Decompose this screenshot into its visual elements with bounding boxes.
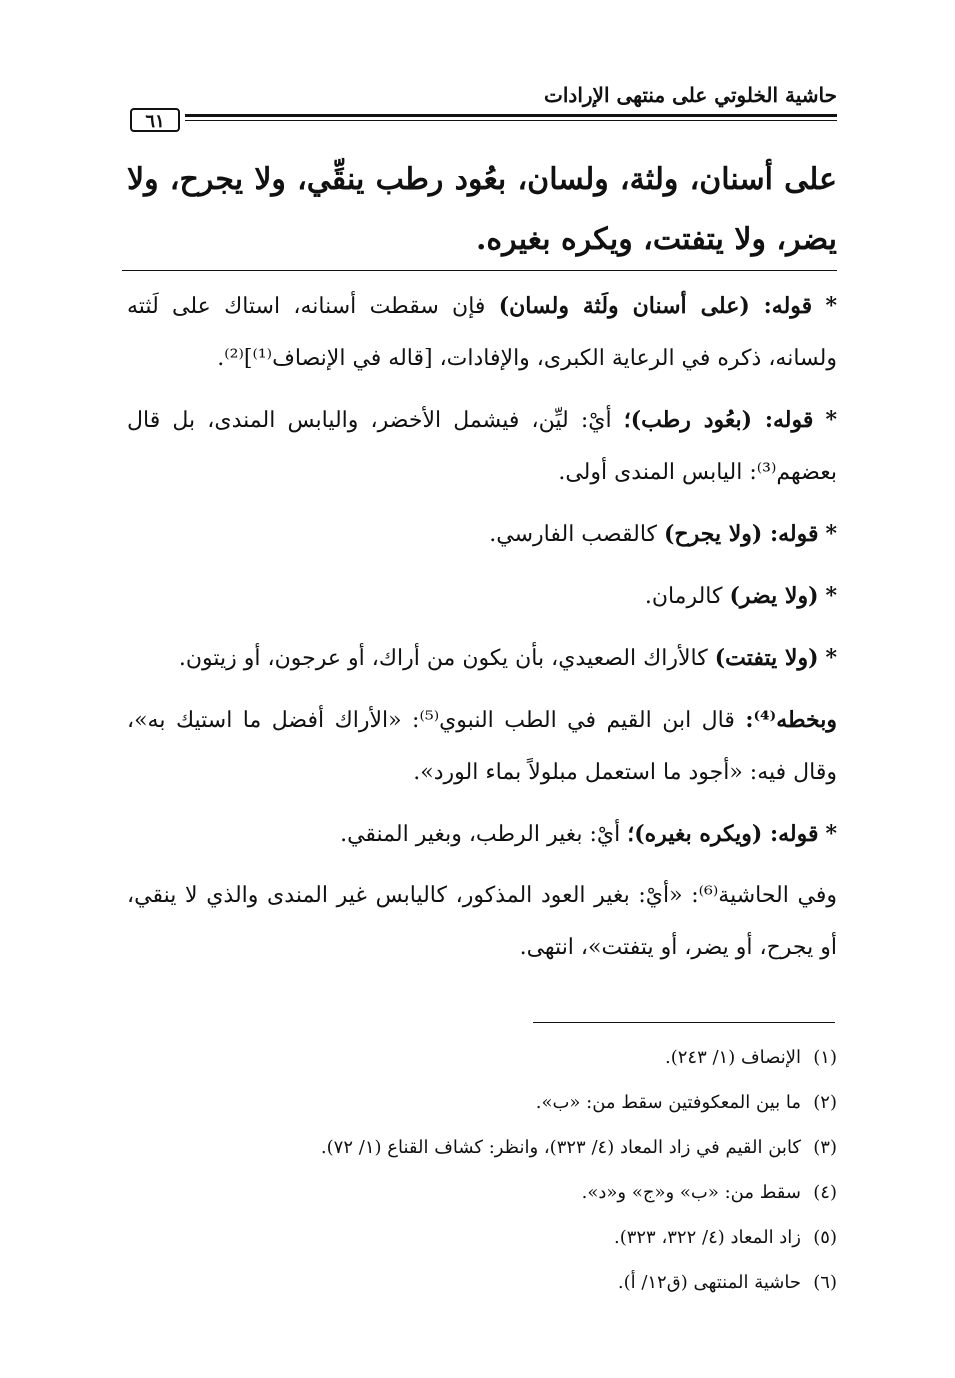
commentary-body: أيْ: ليِّن، فيشمل الأخضر، واليابس المندى، بل قال بعضهم⁽³⁾: اليابس المندى أولى. [127, 408, 837, 485]
footnote-number: (٦) [813, 1272, 837, 1293]
footnote-text: ما بين المعكوفتين سقط من: «ب». [535, 1092, 801, 1113]
footnote-text: الإنصاف (١/ ٢٤٣). [664, 1047, 801, 1068]
header-double-rule [185, 114, 837, 121]
footnote [127, 1125, 837, 1170]
commentary-body: كالقصب الفارسي. [489, 522, 664, 547]
commentary-body: وفي الحاشية⁽⁶⁾: «أيْ: بغير العود المذكور، كاليابس غير المندى والذي لا ينقي، أو يجرح، أو يضر، أو يتفتت»، انتهى. [127, 883, 837, 960]
main-text-divider [122, 270, 837, 271]
footnote [127, 1260, 837, 1305]
footnote [127, 1215, 837, 1260]
commentary-paragraph [127, 870, 837, 974]
bullet-star: * [825, 645, 837, 671]
footnote-number: (٤) [813, 1182, 837, 1203]
commentary-lead: (ولا يضر) [729, 583, 819, 609]
commentary-lead: قوله: (ويكره بغيره)؛ [627, 821, 819, 847]
page-number-box: ٦١ [130, 108, 180, 132]
commentary-paragraph [127, 632, 837, 685]
commentary-body: فإن سقطت أسنانه، استاك على لَثته ولسانه، ذكره في الرعاية الكبرى، والإفادات، [قاله في الإنصاف⁽¹⁾]⁽²⁾. [127, 294, 837, 371]
footnote-text: سقط من: «ب» و«ج» و«د». [581, 1182, 801, 1203]
commentary-paragraph [127, 694, 837, 799]
footnote-number: (٢) [813, 1092, 837, 1113]
footnote-number: (٥) [813, 1227, 837, 1248]
footnote [127, 1170, 837, 1215]
bullet-star: * [825, 583, 837, 609]
footnotes [127, 1035, 837, 1305]
footnote [127, 1035, 837, 1080]
commentary [127, 280, 837, 983]
commentary-paragraph [127, 394, 837, 499]
commentary-lead: قوله: (بعُود رطب)؛ [623, 407, 814, 433]
footnote [127, 1080, 837, 1125]
commentary-paragraph [127, 808, 837, 861]
commentary-body: كالرمان. [644, 584, 730, 609]
main-text: على أسنان، ولثة، ولسان، بعُود رطب ينقِّي، ولا يجرح، ولا يضر، ولا يتفتت، ويكره بغيره. [127, 162, 837, 257]
commentary-body: كالأراك الصعيدي، بأن يكون من أراك، أو عرجون، أو زيتون. [178, 646, 715, 671]
commentary-lead: وبخطه⁽⁴⁾: [745, 707, 837, 733]
commentary-lead: (ولا يتفتت) [714, 645, 819, 671]
commentary-body: قال ابن القيم في الطب النبوي⁽⁵⁾: «الأراك أفضل ما استيك به»، وقال فيه: «أجود ما استعمل مبلولاً بماء الورد». [127, 708, 837, 785]
commentary-paragraph [127, 508, 837, 561]
footnote-text: حاشية المنتهى (ق١٢/ أ). [617, 1272, 801, 1293]
footnote-text: كابن القيم في زاد المعاد (٤/ ٣٢٣)، وانظر: كشاف القناع (١/ ٧٢). [320, 1137, 801, 1158]
running-title: حاشية الخلوتي على منتهى الإرادات [544, 83, 837, 107]
bullet-star: * [825, 407, 837, 433]
footnote-number: (١) [813, 1047, 837, 1068]
bullet-star: * [825, 521, 837, 547]
footnote-divider [533, 1022, 835, 1023]
commentary-paragraph [127, 570, 837, 623]
bullet-star: * [825, 293, 837, 319]
bullet-star: * [825, 821, 837, 847]
footnote-number: (٣) [813, 1137, 837, 1158]
commentary-lead: قوله: (ولا يجرح) [664, 521, 819, 547]
commentary-body: أيْ: بغير الرطب، وبغير المنقي. [340, 822, 628, 847]
commentary-paragraph [127, 280, 837, 385]
commentary-lead: قوله: (على أسنان ولَثة ولسان) [498, 293, 813, 319]
footnote-text: زاد المعاد (٤/ ٣٢٢، ٣٢٣). [613, 1227, 801, 1248]
